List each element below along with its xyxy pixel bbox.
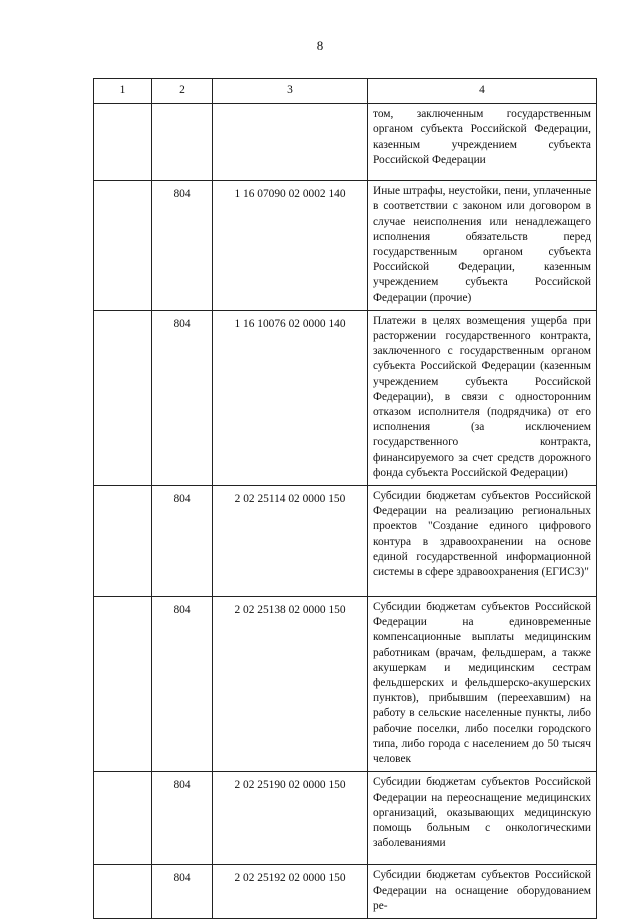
- header-col-1: 1: [94, 79, 152, 104]
- cell-admin-code: [152, 104, 213, 181]
- table-row: [94, 865, 597, 919]
- cell-col-1: [94, 104, 152, 181]
- table-row: [94, 104, 597, 181]
- cell-description: [368, 865, 597, 919]
- cell-admin-code: 804: [152, 486, 213, 597]
- header-col-2: 2: [152, 79, 213, 104]
- cell-col-1: [94, 597, 152, 772]
- table-row: [94, 181, 597, 311]
- description-text: Субсидии бюджетам субъектов Российской Федерации на оснащение оборудованием ре-: [373, 869, 591, 912]
- cell-admin-code: 804: [152, 310, 213, 485]
- cell-budget-code: 1 16 10076 02 0000 140: [213, 310, 368, 485]
- cell-budget-code: 2 02 25114 02 0000 150: [213, 486, 368, 597]
- cell-col-1: [94, 310, 152, 485]
- table-row: [94, 310, 597, 485]
- cell-admin-code: 804: [152, 181, 213, 311]
- cell-description: [368, 597, 597, 772]
- cell-budget-code: 2 02 25138 02 0000 150: [213, 597, 368, 772]
- cell-description: [368, 310, 597, 485]
- cell-col-1: [94, 865, 152, 919]
- description-text: Платежи в целях возмещения ущерба при расторжении государственного контракта, заключенного с государственным органом субъекта Российской Федерации (казенным учреждением субъекта Российской Федерации), в связи с односторонним отказом исполнителя (подрядчика) от его исполнения (за исключением государственного контракта, финансируемого за счет средств дорожного фонда субъекта Российской Федерации): [373, 314, 591, 479]
- page-number: 8: [316, 38, 324, 53]
- table-row: [94, 597, 597, 772]
- description-text: том, заключенным государственным органом субъекта Российской Федерации, казенным учреждением субъекта Российской Федерации: [373, 108, 591, 166]
- cell-admin-code: 804: [152, 597, 213, 772]
- cell-col-1: [94, 486, 152, 597]
- description-text: Субсидии бюджетам субъектов Российской Федерации на единовременные компенсационные выплаты медицинским работникам (врачам, фельдшерам, а также акушеркам и медицинским сестрам фельдшерских и фельдшерско-акушерских пунктов), прибывшим (переехавшим) на работу в сельские населенные пункты, либо рабочие поселки, либо поселки городского типа, либо города с населением до 50 тысяч человек: [373, 601, 591, 766]
- cell-description: [368, 486, 597, 597]
- cell-col-1: [94, 181, 152, 311]
- cell-admin-code: 804: [152, 772, 213, 865]
- cell-budget-code: 2 02 25192 02 0000 150: [213, 865, 368, 919]
- cell-col-1: [94, 772, 152, 865]
- table-row: [94, 772, 597, 865]
- cell-description: [368, 181, 597, 311]
- cell-description: [368, 772, 597, 865]
- cell-description: [368, 104, 597, 181]
- header-col-4: 4: [368, 79, 597, 104]
- table-header-row: [94, 79, 597, 104]
- cell-budget-code: 1 16 07090 02 0002 140: [213, 181, 368, 311]
- header-col-3: 3: [213, 79, 368, 104]
- cell-budget-code: [213, 104, 368, 181]
- description-text: Иные штрафы, неустойки, пени, уплаченные в соответствии с законом или договором в случае неисполнения или ненадлежащего исполнения обязательств перед государственным органом субъекта Российской Федерации, казенным учреждением субъекта Российской Федерации (прочие): [373, 185, 591, 304]
- description-text: Субсидии бюджетам субъектов Российской Федерации на переоснащение медицинских организаций, оказывающих медицинскую помощь больным с онкологическими заболеваниями: [373, 776, 591, 850]
- cell-budget-code: 2 02 25190 02 0000 150: [213, 772, 368, 865]
- cell-admin-code: 804: [152, 865, 213, 919]
- description-text: Субсидии бюджетам субъектов Российской Федерации на реализацию региональных проектов "Создание единого цифрового контура в здравоохранении на основе единой государственной информационной системы в сфере здравоохранения (ЕГИСЗ)": [373, 490, 591, 579]
- table-row: [94, 486, 597, 597]
- budget-codes-table: [93, 78, 597, 919]
